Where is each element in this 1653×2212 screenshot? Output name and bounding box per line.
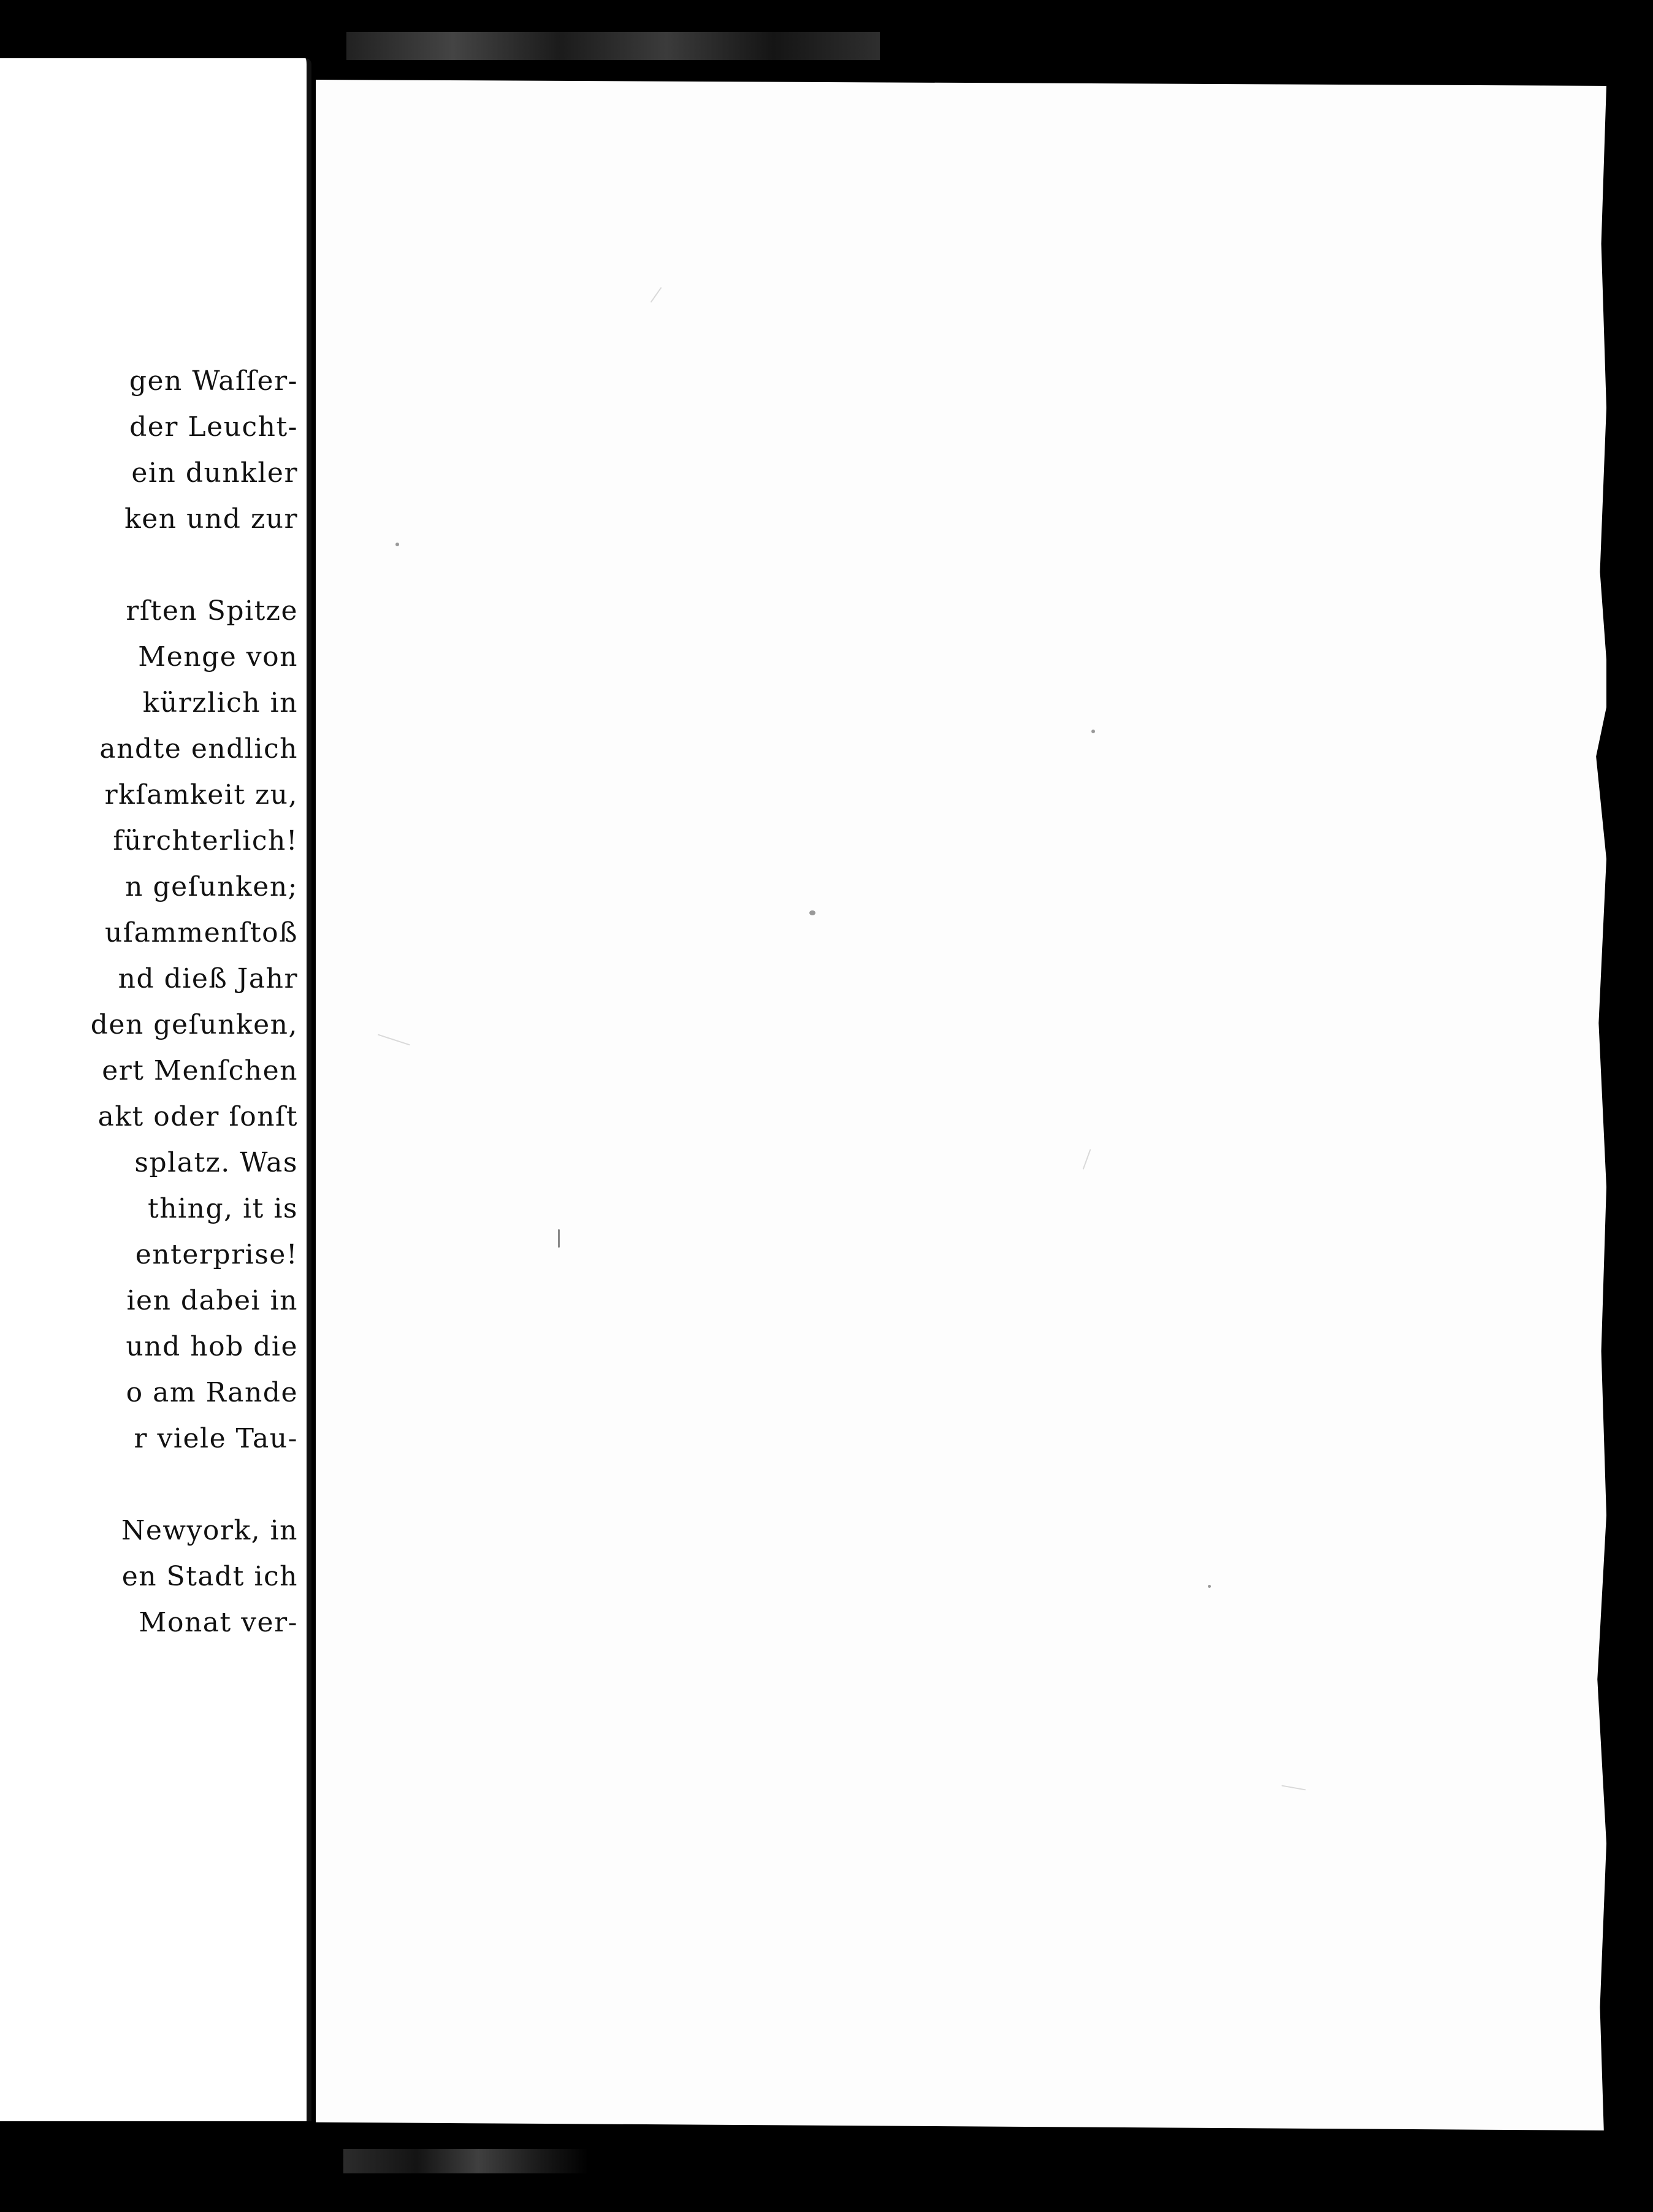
text-line: uſammenſtoß: [104, 917, 298, 948]
text-line: ien dabei in: [126, 1285, 298, 1316]
right-blank-page: [316, 80, 1606, 2130]
text-line: splatz. Was: [134, 1147, 298, 1178]
left-facing-page: [0, 58, 311, 2121]
text-line: rſten Spitze: [126, 595, 298, 627]
paper-fiber: [378, 1034, 410, 1046]
text-line: ein dunkler: [131, 457, 298, 489]
text-line: gen Waſſer-: [129, 365, 298, 397]
paper-speck: [558, 1229, 560, 1248]
text-line: akt oder ſonſt: [97, 1101, 298, 1132]
paper-speck: [1208, 1585, 1211, 1588]
bottom-edge-residue: [343, 2149, 589, 2173]
text-line: fürchterlich!: [113, 825, 298, 856]
text-line: der Leucht-: [129, 411, 298, 443]
text-line: en Stadt ich: [121, 1561, 298, 1592]
text-line: Menge von: [138, 641, 298, 673]
text-line: rkſamkeit zu,: [104, 779, 298, 810]
text-line: ert Menſchen: [102, 1055, 298, 1086]
text-line: Newyork, in: [121, 1515, 298, 1546]
paper-fiber: [651, 287, 662, 303]
text-line: und hob die: [126, 1331, 298, 1362]
paper-speck: [1091, 730, 1095, 733]
paper-speck: [809, 910, 815, 915]
paper-fiber: [1281, 1785, 1306, 1791]
text-line: o am Rande: [126, 1377, 298, 1408]
text-line: andte endlich: [99, 733, 298, 765]
text-line: r viele Tau-: [134, 1423, 298, 1454]
text-line: nd dieß Jahr: [118, 963, 298, 994]
text-line: ken und zur: [124, 503, 298, 535]
text-line: n geſunken;: [125, 871, 298, 902]
text-line: enterprise!: [135, 1239, 298, 1270]
text-line: Monat ver-: [139, 1607, 298, 1638]
paper-speck: [395, 543, 399, 546]
text-line: den geſunken,: [90, 1009, 298, 1040]
top-edge-residue: [346, 32, 880, 60]
text-line: kürzlich in: [142, 687, 298, 719]
text-line: thing, it is: [148, 1193, 298, 1224]
paper-fiber: [1083, 1149, 1091, 1170]
